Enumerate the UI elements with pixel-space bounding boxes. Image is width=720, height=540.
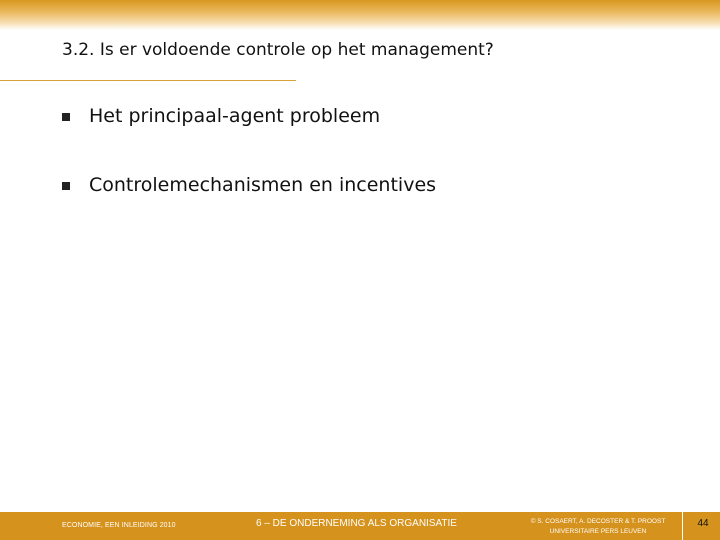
footer-course-title: ECONOMIE, EEN INLEIDING 2010 bbox=[62, 522, 176, 529]
slide-title: 3.2. Is er voldoende controle op het management? bbox=[62, 40, 494, 60]
footer-chapter-title: 6 – DE ONDERNEMING ALS ORGANISATIE bbox=[256, 518, 457, 529]
page-number: 44 bbox=[697, 518, 709, 529]
title-underline bbox=[0, 80, 296, 81]
bullet-item-1 bbox=[62, 105, 380, 127]
footer-credits bbox=[520, 517, 676, 537]
bullet-text: Controlemechanismen en incentives bbox=[89, 174, 437, 196]
bullet-item-2 bbox=[62, 174, 436, 196]
square-bullet-icon bbox=[62, 113, 70, 121]
footer-publisher: UNIVERSITAIRE PERS LEUVEN bbox=[549, 528, 647, 535]
footer-divider bbox=[682, 512, 683, 540]
header-gradient-band bbox=[0, 0, 720, 30]
bullet-text: Het principaal-agent probleem bbox=[89, 105, 381, 127]
footer-authors: © S. COSAERT, A. DECOSTER & T. PROOST bbox=[530, 518, 666, 525]
square-bullet-icon bbox=[62, 182, 70, 190]
